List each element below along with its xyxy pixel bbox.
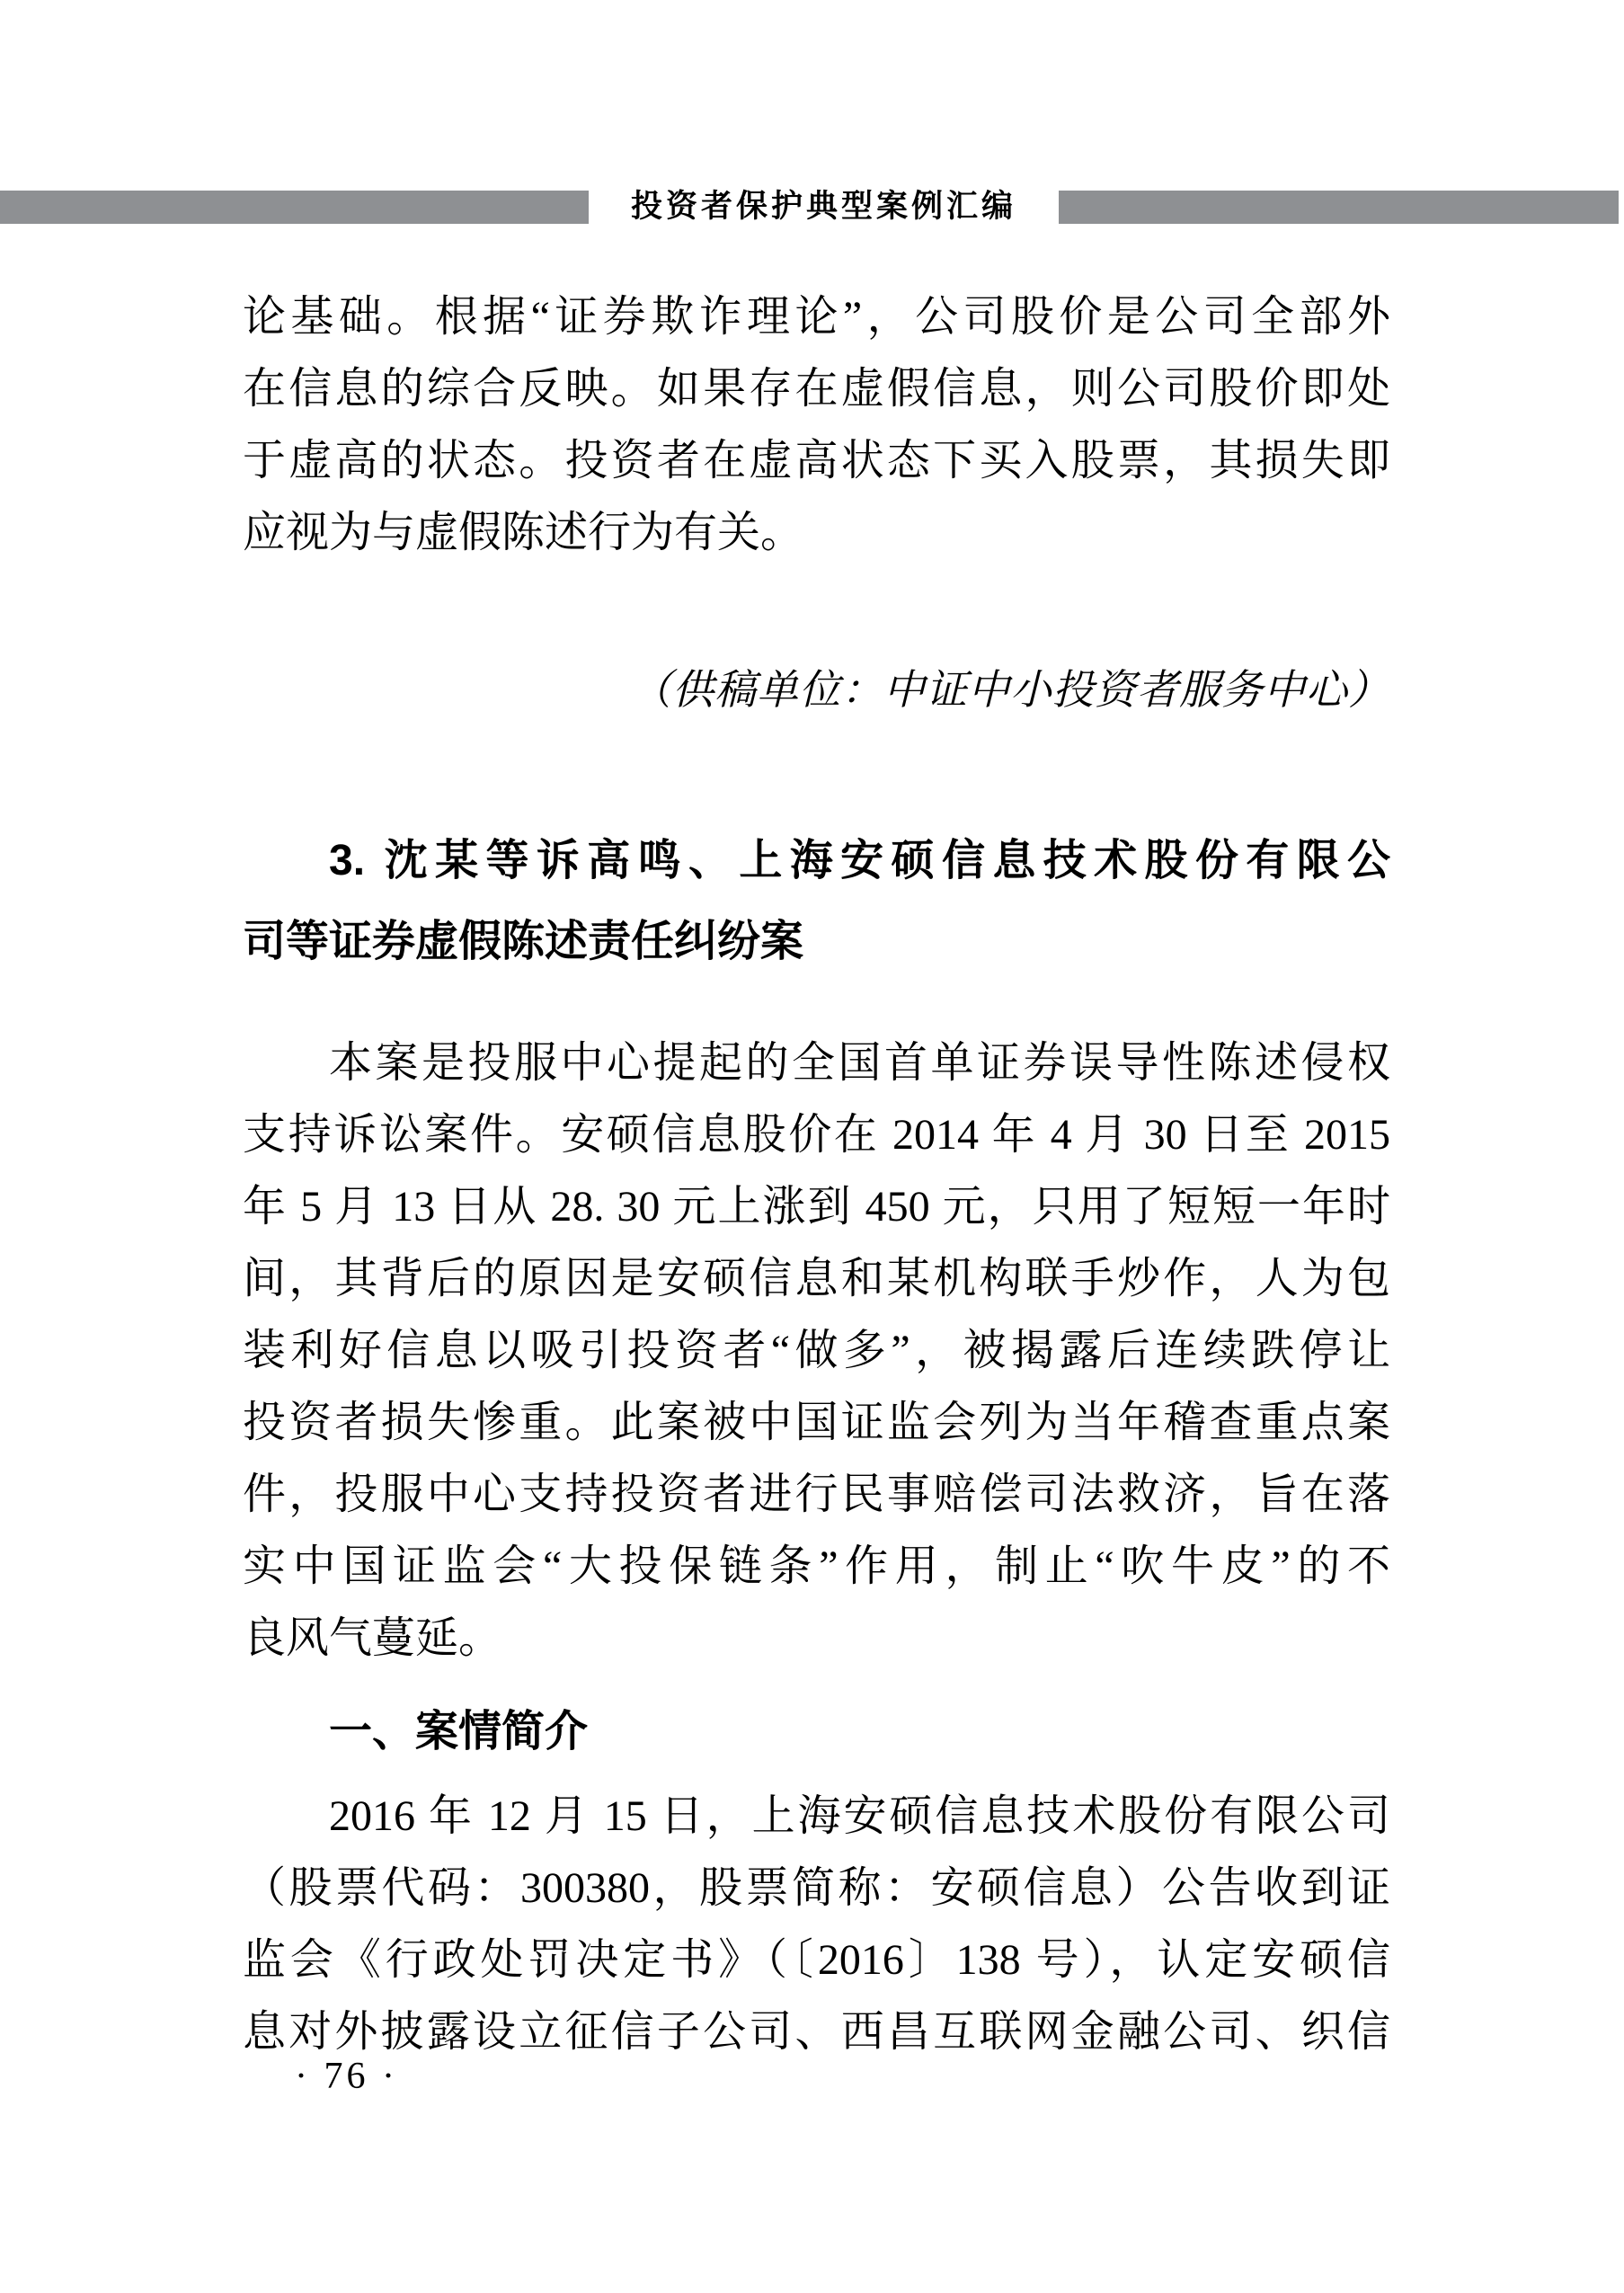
- case-heading: 3. 沈某等诉高鸣、上海安硕信息技术股份有限公 司等证券虚假陈述责任纠纷案: [243, 837, 1390, 965]
- running-header: [0, 190, 1624, 224]
- running-header-title: 投资者保护典型案例汇编: [630, 189, 1016, 224]
- attribution-line: （供稿单位：中证中小投资者服务中心）: [630, 667, 1390, 713]
- paragraph-continuation: 论基础。根据“证券欺诈理论”，公司股价是公司全部外 在信息的综合反映。如果存在虚假信息，则公司股价即处 于虚高的状态。投资者在虚高状态下买入股票，其损失即 应视为与虚假陈述行为有关。: [243, 293, 1390, 556]
- header-bar-left: [0, 191, 589, 224]
- case-summary-paragraph: 本案是投服中心提起的全国首单证券误导性陈述侵权 支持诉讼案件。安硕信息股价在 2014 年 4 月 30 日至 2015 年 5 月 13 日从 28. 30 元上涨到 450 元，只用了短短一年时 间，其背后的原因是安硕信息和某机构联手炒作，人为包 装利好信息以吸引投资者“做多”，被揭露后连续跌停让 投资者损失惨重。此案被中国证监会列为当年稽查重点案 件，投服中心支持投资者进行民事赔偿司法救济，旨在落 实中国证监会“大投保链条”作用，制止“吹牛皮”的不 良风气蔓延。: [243, 1039, 1390, 1662]
- page-number: · 76 ·: [295, 2056, 398, 2097]
- header-bar-right: [1059, 191, 1619, 224]
- subsection-heading-case-brief: 一、案情简介: [329, 1708, 589, 1755]
- case-facts-paragraph: 2016 年 12 月 15 日，上海安硕信息技术股份有限公司 （股票代码：300380，股票简称：安硕信息）公告收到证 监会《行政处罚决定书》（〔2016〕138 号），认定安硕信 息对外披露设立征信子公司、西昌互联网金融公司、织信: [243, 1792, 1390, 2056]
- text-column: [243, 281, 1390, 2068]
